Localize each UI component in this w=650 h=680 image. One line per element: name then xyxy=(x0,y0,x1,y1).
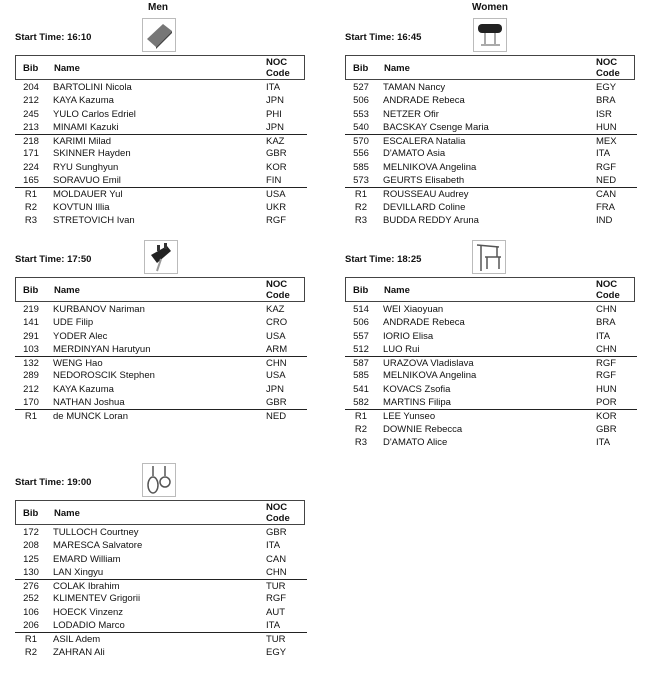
table-row xyxy=(15,526,307,539)
table-row xyxy=(15,121,307,134)
table-row xyxy=(15,330,307,343)
name-header: Name xyxy=(54,508,80,519)
athlete-list xyxy=(15,81,307,227)
bib: 573 xyxy=(353,175,369,187)
noc-code: CAN xyxy=(596,189,617,201)
bib: 582 xyxy=(353,397,369,409)
table-row xyxy=(345,81,637,94)
men-heading: Men xyxy=(148,2,168,13)
table-row xyxy=(15,134,307,147)
bib: 218 xyxy=(23,136,39,148)
table-row xyxy=(15,409,307,422)
athlete-name: YODER Alec xyxy=(53,330,108,342)
table-row xyxy=(15,619,307,632)
name-header: Name xyxy=(384,285,410,296)
table-row xyxy=(345,121,637,134)
bib: 514 xyxy=(353,304,369,315)
noc-code: RGF xyxy=(596,161,617,173)
bib: R3 xyxy=(354,214,368,226)
table-row xyxy=(15,539,307,552)
bib: 171 xyxy=(23,148,39,160)
noc-code: RGF xyxy=(266,593,287,605)
noc-code: JPN xyxy=(266,95,284,107)
bib: 585 xyxy=(353,161,369,173)
noc-code: PHI xyxy=(266,108,282,120)
noc-code: FRA xyxy=(596,201,615,213)
athlete-name: HOECK Vinzenz xyxy=(53,606,124,618)
bib: 585 xyxy=(353,370,369,382)
noc-code: EGY xyxy=(596,82,617,93)
noc-code: TUR xyxy=(266,581,286,593)
noc-header: NOC xyxy=(266,502,288,513)
noc-code: KAZ xyxy=(266,136,285,148)
table-row xyxy=(15,316,307,329)
athlete-name: de MUNCK Loran xyxy=(53,411,128,423)
noc-code: JPN xyxy=(266,121,284,133)
table-row xyxy=(15,161,307,174)
bib: R2 xyxy=(24,646,38,658)
bib: R1 xyxy=(24,411,38,423)
vault-icon xyxy=(473,18,507,52)
bib: 224 xyxy=(23,161,39,173)
table-row xyxy=(15,187,307,200)
noc-header: NOC xyxy=(596,279,618,290)
code-header: Code xyxy=(266,68,290,79)
bib: 219 xyxy=(23,304,39,315)
athlete-list xyxy=(15,526,307,659)
bib: 276 xyxy=(23,581,39,593)
athlete-name: NETZER Ofir xyxy=(383,108,439,120)
noc-code: GBR xyxy=(266,527,287,538)
section-women-bars xyxy=(345,240,637,448)
bib: 252 xyxy=(23,593,39,605)
table-row xyxy=(15,396,307,409)
code-header: Code xyxy=(596,290,620,301)
athlete-name: MOLDAUER Yul xyxy=(53,189,123,201)
bib: 587 xyxy=(353,358,369,370)
athlete-name: KURBANOV Nariman xyxy=(53,304,145,315)
bib: 570 xyxy=(353,136,369,148)
athlete-name: KARIMI Milad xyxy=(53,136,112,148)
noc-header: NOC xyxy=(266,279,288,290)
table-row xyxy=(15,369,307,382)
table-row xyxy=(345,214,637,227)
pommel-horse-icon xyxy=(144,240,178,274)
noc-code: BRA xyxy=(596,95,616,107)
name-header: Name xyxy=(54,63,80,74)
bib: 208 xyxy=(23,540,39,552)
bib: R1 xyxy=(24,189,38,201)
start-time: Start Time: 18:25 xyxy=(345,254,422,265)
bib: 540 xyxy=(353,121,369,133)
noc-code: AUT xyxy=(266,606,285,618)
athlete-name: EMARD William xyxy=(53,553,121,565)
athlete-name: MERDINYAN Harutyun xyxy=(53,343,151,355)
athlete-name: WENG Hao xyxy=(53,358,103,370)
table-row xyxy=(15,632,307,645)
athlete-name: BARTOLINI Nicola xyxy=(53,82,132,93)
table-row xyxy=(15,592,307,605)
bib: 556 xyxy=(353,148,369,160)
athlete-name: ANDRADE Rebeca xyxy=(383,317,465,329)
athlete-name: LEE Yunseo xyxy=(383,411,436,423)
table-row xyxy=(345,303,637,316)
table-row xyxy=(15,579,307,592)
table-row xyxy=(345,436,637,449)
table-row xyxy=(15,94,307,107)
bib: 141 xyxy=(23,317,39,329)
athlete-name: URAZOVA Vladislava xyxy=(383,358,474,370)
athlete-name: ROUSSEAU Audrey xyxy=(383,189,469,201)
athlete-name: IORIO Elisa xyxy=(383,330,434,342)
table-row xyxy=(15,201,307,214)
table-row xyxy=(345,369,637,382)
table-header xyxy=(345,277,635,302)
table-row xyxy=(345,330,637,343)
table-row xyxy=(15,343,307,356)
bib: R2 xyxy=(24,201,38,213)
table-header xyxy=(345,55,635,80)
bib-header: Bib xyxy=(23,63,39,74)
table-row xyxy=(345,396,637,409)
table-row xyxy=(15,646,307,659)
bib: 557 xyxy=(353,330,369,342)
athlete-list xyxy=(15,303,307,423)
bib: 245 xyxy=(23,108,39,120)
noc-code: EGY xyxy=(266,646,287,658)
section-men-floor xyxy=(15,18,307,226)
bib-header: Bib xyxy=(23,508,39,519)
athlete-name: BUDDA REDDY Aruna xyxy=(383,214,479,226)
noc-code: CAN xyxy=(266,553,287,565)
noc-code: ITA xyxy=(596,330,611,342)
table-row xyxy=(345,201,637,214)
bib: R1 xyxy=(354,189,368,201)
athlete-name: YULO Carlos Edriel xyxy=(53,108,136,120)
athlete-name: DEVILLARD Coline xyxy=(383,201,466,213)
athlete-name: KAYA Kazuma xyxy=(53,95,114,107)
noc-code: CHN xyxy=(596,304,617,315)
athlete-name: LODADIO Marco xyxy=(53,620,125,632)
noc-code: HUN xyxy=(596,383,617,395)
bib: R3 xyxy=(354,436,368,448)
noc-code: KOR xyxy=(596,411,617,423)
table-row xyxy=(345,161,637,174)
noc-code: ITA xyxy=(266,620,281,632)
noc-code: ITA xyxy=(266,540,281,552)
noc-code: RGF xyxy=(596,358,617,370)
noc-code: UKR xyxy=(266,201,287,213)
noc-code: ITA xyxy=(266,82,281,93)
table-header xyxy=(15,55,305,80)
code-header: Code xyxy=(266,513,290,524)
table-row xyxy=(345,343,637,356)
name-header: Name xyxy=(384,63,410,74)
noc-code: BRA xyxy=(596,317,616,329)
noc-code: ITA xyxy=(596,148,611,160)
noc-code: GBR xyxy=(266,148,287,160)
athlete-name: RYU Sunghyun xyxy=(53,161,119,173)
noc-code: CHN xyxy=(596,343,617,355)
bib: 125 xyxy=(23,553,39,565)
noc-code: POR xyxy=(596,397,617,409)
table-row xyxy=(15,606,307,619)
table-row xyxy=(345,174,637,187)
bib: 541 xyxy=(353,383,369,395)
section-men-pommel xyxy=(15,240,307,440)
bib: 130 xyxy=(23,566,39,578)
athlete-name: LUO Rui xyxy=(383,343,420,355)
noc-code: KAZ xyxy=(266,304,285,315)
noc-code: JPN xyxy=(266,383,284,395)
bib: 512 xyxy=(353,343,369,355)
table-row xyxy=(345,134,637,147)
athlete-name: SKINNER Hayden xyxy=(53,148,131,160)
athlete-name: NATHAN Joshua xyxy=(53,397,125,409)
noc-code: ARM xyxy=(266,343,288,355)
athlete-name: LAN Xingyu xyxy=(53,566,104,578)
noc-code: RGF xyxy=(596,370,617,382)
athlete-name: KAYA Kazuma xyxy=(53,383,114,395)
code-header: Code xyxy=(596,68,620,79)
athlete-name: MARTINS Filipa xyxy=(383,397,451,409)
bib: 204 xyxy=(23,82,39,93)
athlete-name: SORAVUO Emil xyxy=(53,175,121,187)
athlete-name: ZAHRAN Ali xyxy=(53,646,105,658)
table-row xyxy=(15,356,307,369)
table-row xyxy=(15,383,307,396)
table-row xyxy=(345,94,637,107)
table-row xyxy=(15,553,307,566)
athlete-name: TULLOCH Courtney xyxy=(53,527,139,538)
table-row xyxy=(15,214,307,227)
table-header xyxy=(15,277,305,302)
athlete-name: KLIMENTEV Grigorii xyxy=(53,593,141,605)
noc-code: HUN xyxy=(596,121,617,133)
athlete-name: MELNIKOVA Angelina xyxy=(383,370,477,382)
table-row xyxy=(345,356,637,369)
noc-code: GBR xyxy=(266,397,287,409)
athlete-name: TAMAN Nancy xyxy=(383,82,446,93)
table-row xyxy=(15,81,307,94)
athlete-name: ASIL Adem xyxy=(53,634,101,646)
bib: R1 xyxy=(24,634,38,646)
bib: R3 xyxy=(24,214,38,226)
floor-icon xyxy=(142,18,176,52)
athlete-name: MINAMI Kazuki xyxy=(53,121,119,133)
bib: 212 xyxy=(23,383,39,395)
athlete-name: D'AMATO Asia xyxy=(383,148,446,160)
noc-code: ISR xyxy=(596,108,612,120)
bib: R2 xyxy=(354,201,368,213)
bib-header: Bib xyxy=(353,285,369,296)
noc-code: NED xyxy=(266,411,287,423)
athlete-name: D'AMATO Alice xyxy=(383,436,448,448)
bib: 506 xyxy=(353,317,369,329)
noc-code: FIN xyxy=(266,175,282,187)
start-time: Start Time: 16:45 xyxy=(345,32,422,43)
noc-code: NED xyxy=(596,175,617,187)
section-women-vault xyxy=(345,18,637,226)
bib-header: Bib xyxy=(23,285,39,296)
bib: 506 xyxy=(353,95,369,107)
athlete-name: DOWNIE Rebecca xyxy=(383,423,463,435)
table-row xyxy=(15,174,307,187)
start-time: Start Time: 17:50 xyxy=(15,254,92,265)
bib: 213 xyxy=(23,121,39,133)
athlete-name: STRETOVICH Ivan xyxy=(53,214,135,226)
bib: 291 xyxy=(23,330,39,342)
bib: R2 xyxy=(354,423,368,435)
noc-code: GBR xyxy=(596,423,617,435)
athlete-name: GEURTS Elisabeth xyxy=(383,175,465,187)
bib: 132 xyxy=(23,358,39,370)
bib: 172 xyxy=(23,527,39,538)
table-row xyxy=(345,409,637,422)
bib: 212 xyxy=(23,95,39,107)
table-row xyxy=(345,383,637,396)
noc-code: CHN xyxy=(266,358,287,370)
name-header: Name xyxy=(54,285,80,296)
table-row xyxy=(345,108,637,121)
bib: 553 xyxy=(353,108,369,120)
athlete-name: KOVTUN Illia xyxy=(53,201,110,213)
athlete-name: NEDOROSCIK Stephen xyxy=(53,370,155,382)
noc-code: MEX xyxy=(596,136,617,148)
table-row xyxy=(15,147,307,160)
bib: 165 xyxy=(23,175,39,187)
noc-code: TUR xyxy=(266,634,286,646)
athlete-name: WEI Xiaoyuan xyxy=(383,304,444,315)
bib: 103 xyxy=(23,343,39,355)
table-header xyxy=(15,500,305,525)
women-heading: Women xyxy=(472,2,508,13)
noc-code: RGF xyxy=(266,214,287,226)
bib: 289 xyxy=(23,370,39,382)
noc-code: CRO xyxy=(266,317,288,329)
noc-code: USA xyxy=(266,330,286,342)
noc-header: NOC xyxy=(266,57,288,68)
noc-header: NOC xyxy=(596,57,618,68)
table-row xyxy=(15,108,307,121)
athlete-name: ANDRADE Rebeca xyxy=(383,95,465,107)
table-row xyxy=(345,316,637,329)
noc-code: KOR xyxy=(266,161,287,173)
table-row xyxy=(15,566,307,579)
table-row xyxy=(345,423,637,436)
section-men-rings xyxy=(15,463,307,663)
uneven-bars-icon xyxy=(472,240,506,274)
athlete-list xyxy=(345,81,637,227)
athlete-name: KOVACS Zsofia xyxy=(383,383,451,395)
noc-code: CHN xyxy=(266,566,287,578)
start-time: Start Time: 16:10 xyxy=(15,32,92,43)
bib-header: Bib xyxy=(353,63,369,74)
athlete-name: COLAK Ibrahim xyxy=(53,581,120,593)
bib: 206 xyxy=(23,620,39,632)
table-row xyxy=(15,303,307,316)
athlete-name: UDE Filip xyxy=(53,317,94,329)
athlete-name: ESCALERA Natalia xyxy=(383,136,466,148)
code-header: Code xyxy=(266,290,290,301)
bib: 170 xyxy=(23,397,39,409)
noc-code: USA xyxy=(266,189,286,201)
table-row xyxy=(345,147,637,160)
athlete-list xyxy=(345,303,637,449)
bib: R1 xyxy=(354,411,368,423)
bib: 527 xyxy=(353,82,369,93)
athlete-name: BACSKAY Csenge Maria xyxy=(383,121,489,133)
bib: 106 xyxy=(23,606,39,618)
start-time: Start Time: 19:00 xyxy=(15,477,92,488)
noc-code: IND xyxy=(596,214,613,226)
noc-code: USA xyxy=(266,370,286,382)
rings-icon xyxy=(142,463,176,497)
athlete-name: MARESCA Salvatore xyxy=(53,540,143,552)
noc-code: ITA xyxy=(596,436,611,448)
athlete-name: MELNIKOVA Angelina xyxy=(383,161,477,173)
table-row xyxy=(345,187,637,200)
